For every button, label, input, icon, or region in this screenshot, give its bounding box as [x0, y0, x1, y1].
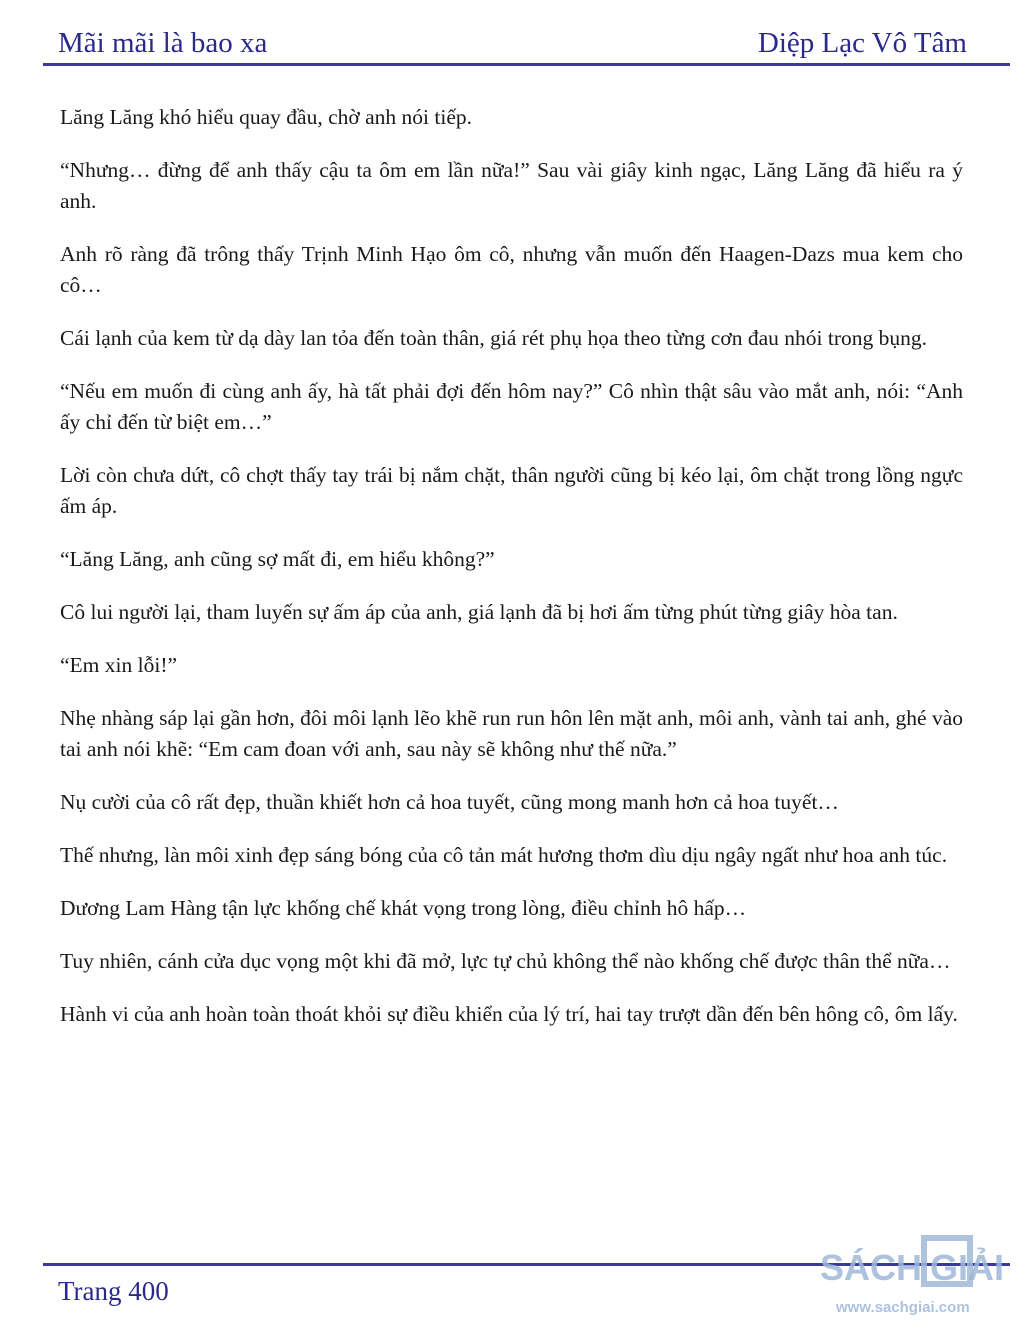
page-body: [60, 102, 963, 1052]
watermark-brand-right: GIẢI: [930, 1247, 1005, 1288]
paragraph: Cô lui người lại, tham luyến sự ấm áp của anh, giá lạnh đã bị hơi ấm từng phút từng giây hòa tan.: [60, 600, 898, 624]
paragraph: “Em xin lỗi!”: [60, 653, 178, 677]
paragraph: “Nếu em muốn đi cùng anh ấy, hà tất phải đợi đến hôm nay?” Cô nhìn thật sâu vào mắt anh, nói: “Anh ấy chỉ đến từ biệt em…”: [60, 379, 963, 434]
paragraph: Hành vi của anh hoàn toàn thoát khỏi sự điều khiển của lý trí, hai tay trượt dần đến bên hông cô, ôm lấy.: [60, 1002, 958, 1026]
watermark-brand-left: SÁCH: [820, 1247, 923, 1288]
paragraph: Lăng Lăng khó hiểu quay đầu, chờ anh nói tiếp.: [60, 105, 472, 129]
paragraph: Nụ cười của cô rất đẹp, thuần khiết hơn cả hoa tuyết, cũng mong manh hơn cả hoa tuyết…: [60, 790, 839, 814]
paragraph: “Lăng Lăng, anh cũng sợ mất đi, em hiểu không?”: [60, 547, 495, 571]
paragraph: Nhẹ nhàng sáp lại gần hơn, đôi môi lạnh lẽo khẽ run run hôn lên mặt anh, môi anh, vành tai anh, ghé vào tai anh nói khẽ: “Em cam đoan với anh, sau này sẽ không như thế nữa.”: [60, 706, 963, 761]
watermark-url: www.sachgiai.com: [836, 1299, 970, 1316]
paragraph: Anh rõ ràng đã trông thấy Trịnh Minh Hạo ôm cô, nhưng vẫn muốn đến Haagen-Dazs mua kem cho cô…: [60, 242, 963, 297]
sachgiai-watermark-logo: [818, 1228, 1024, 1325]
paragraph: Cái lạnh của kem từ dạ dày lan tỏa đến toàn thân, giá rét phụ họa theo từng cơn đau nhói trong bụng.: [60, 326, 927, 350]
paragraph: Lời còn chưa dứt, cô chợt thấy tay trái bị nắm chặt, thân người cũng bị kéo lại, ôm chặt trong lồng ngực ấm áp.: [60, 463, 963, 518]
author-name: Diệp Lạc Vô Tâm: [757, 27, 967, 59]
header-divider: [43, 63, 1010, 66]
paragraph: “Nhưng… đừng để anh thấy cậu ta ôm em lần nữa!” Sau vài giây kinh ngạc, Lăng Lăng đã hiểu ra ý anh.: [60, 158, 963, 213]
paragraph: Dương Lam Hàng tận lực khống chế khát vọng trong lòng, điều chỉnh hô hấp…: [60, 896, 747, 920]
paragraph: Tuy nhiên, cánh cửa dục vọng một khi đã mở, lực tự chủ không thể nào khống chế được thân thể nữa…: [60, 949, 951, 973]
page-number: Trang 400: [58, 1276, 169, 1306]
page-header: [0, 0, 1024, 66]
paragraph: Thế nhưng, làn môi xinh đẹp sáng bóng của cô tản mát hương thơm dìu dịu ngây ngất như hoa anh túc.: [60, 843, 948, 867]
book-title: Mãi mãi là bao xa: [58, 27, 268, 59]
